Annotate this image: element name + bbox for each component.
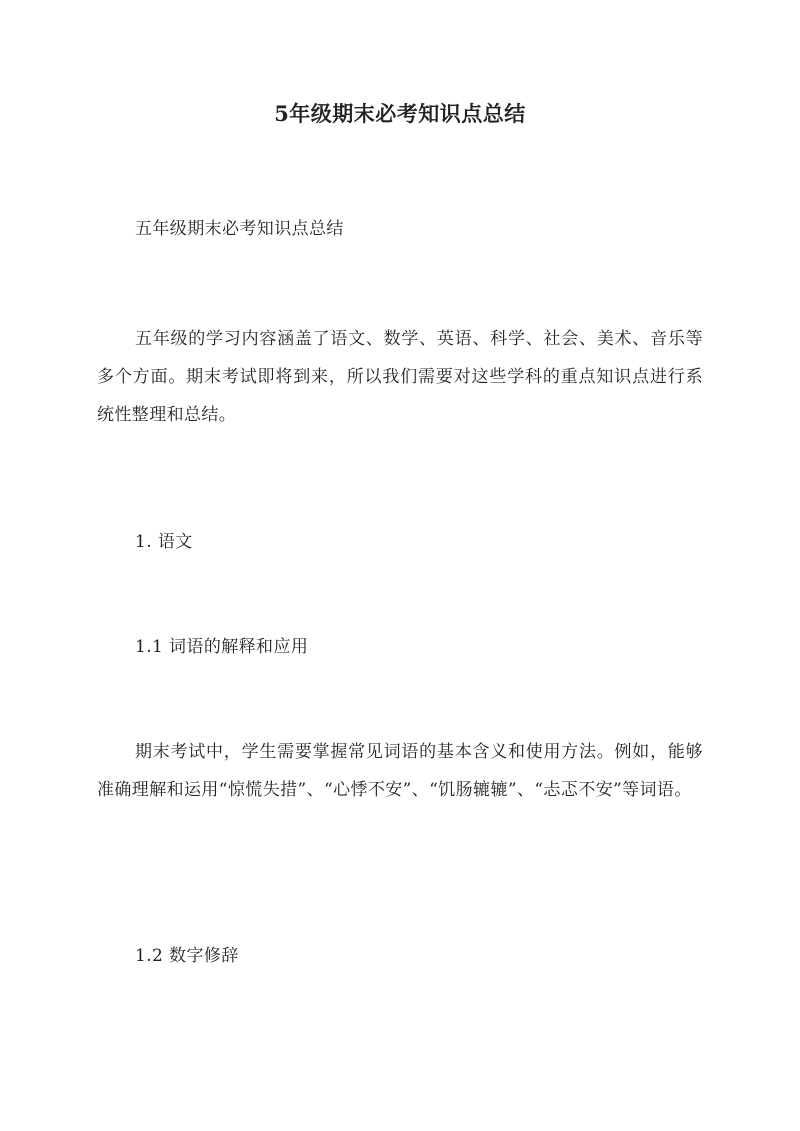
subsection-heading-number-rhetoric: 1.2 数字修辞: [135, 946, 239, 966]
intro-paragraph: 五年级的学习内容涵盖了语文、数学、英语、科学、社会、美术、音乐等多个方面。期末考试即将到来，所以我们需要对这些学科的重点知识点进行系统性整理和总结。: [97, 329, 703, 425]
document-subtitle: 五年级期末必考知识点总结: [135, 219, 344, 239]
word-usage-paragraph: 期末考试中，学生需要掌握常见词语的基本含义和使用方法。例如，能够准确理解和运用“惊慌失措”、“心悸不安”、“饥肠辘辘”、“忐忑不安”等词语。: [97, 742, 703, 800]
document-title: 5年级期末必考知识点总结: [274, 101, 526, 126]
subsection-heading-word-usage: 1.1 词语的解释和应用: [135, 637, 309, 657]
section-heading-chinese: 1. 语文: [135, 532, 193, 552]
